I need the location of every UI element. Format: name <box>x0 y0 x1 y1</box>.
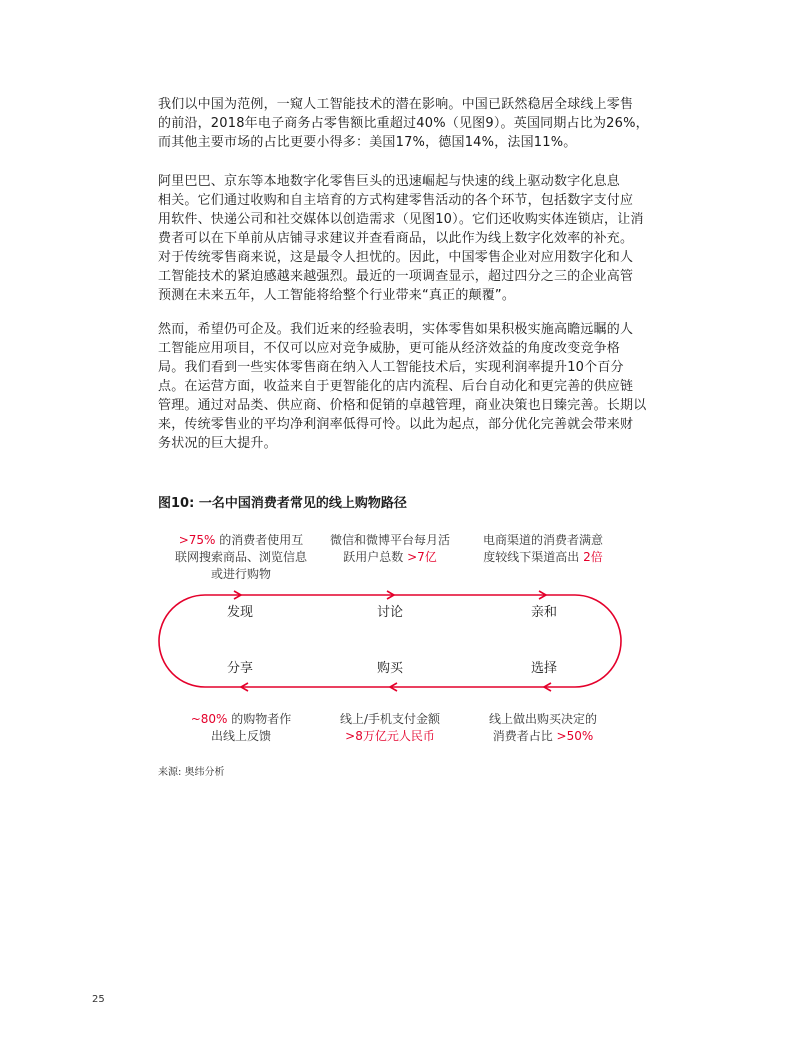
paragraph-line: 管理。通过对品类、供应商、价格和促销的卓越管理，商业决策也日臻完善。长期以 <box>158 398 647 413</box>
stat-text: 出线上反馈 <box>210 729 271 743</box>
stat-text: 的购物者作 <box>227 712 292 726</box>
stat-highlight: ~80% <box>190 712 228 726</box>
stat-affinity <box>458 532 628 566</box>
stage-discover: 发现 <box>226 605 253 620</box>
stat-share <box>156 711 326 745</box>
stat-text: 电商渠道的消费者满意 <box>482 533 603 547</box>
stat-text: 线上/手机支付金额 <box>339 712 441 726</box>
stat-purchase <box>305 711 475 745</box>
paragraph-line: 我们以中国为范例，一窥人工智能技术的潜在影响。中国已跃然稳居全球线上零售 <box>158 97 634 112</box>
paragraph-line: 务状况的巨大提升。 <box>158 436 277 451</box>
stat-text: 微信和微博平台每月活 <box>329 533 450 547</box>
paragraph-line: 点。在运营方面，收益来自于更智能化的店内流程、后台自动化和更完善的供应链 <box>158 379 634 394</box>
stage-select: 选择 <box>530 661 557 676</box>
stat-select <box>458 711 628 745</box>
stat-text: 的消费者使用互 <box>215 533 304 547</box>
stage-affinity: 亲和 <box>530 605 557 620</box>
paragraph-line: 然而，希望仍可企及。我们近来的经验表明，实体零售如果积极实施高瞻远瞩的人 <box>158 322 634 337</box>
stat-discover <box>156 532 326 583</box>
stat-text: 度较线下渠道高出 <box>483 550 584 564</box>
paragraph-line: 来，传统零售业的平均净利润率低得可怜。以此为起点，部分优化完善就会带来财 <box>158 417 634 432</box>
paragraph-line: 局。我们看到一些实体零售商在纳入人工智能技术后，实现利润率提升10个百分 <box>158 360 624 375</box>
stat-highlight: >7亿 <box>407 550 437 564</box>
paragraph-line: 预测在未来五年，人工智能将给整个行业带来“真正的颠覆”。 <box>158 288 516 303</box>
paragraph-line: 对于传统零售商来说，这是最令人担忧的。因此，中国零售企业对应用数字化和人 <box>158 250 634 265</box>
stage-purchase: 购买 <box>376 661 403 676</box>
stat-highlight: 2倍 <box>583 550 603 564</box>
figure-title: 图10: 一名中国消费者常见的线上购物路径 <box>158 496 407 511</box>
source-note: 来源: 奥纬分析 <box>158 767 225 778</box>
paragraph-line: 阿里巴巴、京东等本地数字化零售巨头的迅速崛起与快速的线上驱动数字化息息 <box>158 174 621 189</box>
paragraph-line: 费者可以在下单前从店铺寻求建议并查看商品，以此作为线上数字化效率的补充。 <box>158 231 634 246</box>
paragraph-line: 工智能应用项目，不仅可以应对竞争威胁，更可能从经济效益的角度改变竞争格 <box>158 341 621 356</box>
stat-text: 线上做出购买决定的 <box>488 712 597 726</box>
paragraph-line: 工智能技术的紧迫感越来越强烈。最近的一项调查显示，超过四分之三的企业高管 <box>158 269 634 284</box>
stat-text: 联网搜索商品、浏览信息 <box>174 550 307 564</box>
stat-discuss <box>305 532 475 566</box>
paragraph-line: 而其他主要市场的占比更要小得多：美国17%，德国14%，法国11%。 <box>158 135 577 150</box>
paragraph-line: 用软件、快递公司和社交媒体以创造需求（见图10）。它们还收购实体连锁店，让消 <box>158 212 644 227</box>
stat-highlight: >50% <box>556 729 594 743</box>
stat-text: 跃用户总数 <box>343 550 408 564</box>
page-number: 25 <box>92 994 105 1005</box>
stat-text: 消费者占比 <box>492 729 557 743</box>
stat-highlight: >75% <box>178 533 216 547</box>
stage-share: 分享 <box>226 661 253 676</box>
paragraph-line: 相关。它们通过收购和自主培育的方式构建零售活动的各个环节，包括数字支付应 <box>158 193 634 208</box>
stage-discuss: 讨论 <box>376 605 403 620</box>
stat-highlight: >8万亿元人民币 <box>345 729 435 743</box>
stat-text: 或进行购物 <box>210 567 271 581</box>
paragraph-line: 的前沿，2018年电子商务占零售额比重超过40%（见图9）。英国同期占比为26%， <box>158 116 649 131</box>
